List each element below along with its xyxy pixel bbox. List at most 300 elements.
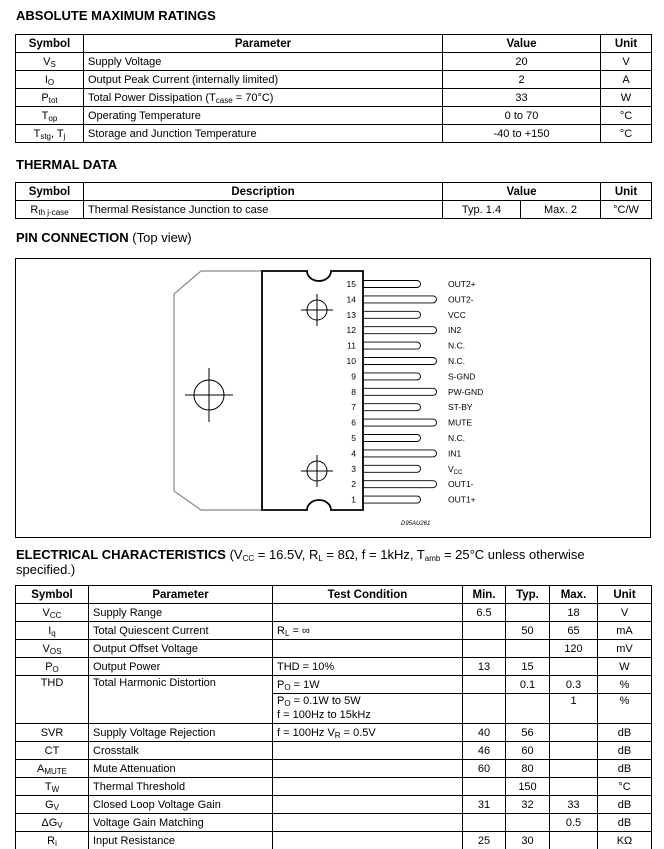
min-cell (463, 778, 506, 796)
pin-label-text: ST-BY (448, 402, 473, 413)
parameter-cell (84, 107, 443, 125)
symbol: T (33, 127, 41, 140)
typ-cell (506, 694, 550, 724)
pin-label (448, 356, 465, 366)
max-cell: 0.3 (550, 676, 598, 694)
symbol-cell (16, 832, 89, 849)
symbol-cell (16, 814, 89, 832)
unit-cell: °C (601, 107, 652, 125)
min-cell (463, 622, 506, 640)
parameter: = 70°C) (232, 91, 274, 104)
symbol-sub: th j-case (38, 207, 69, 217)
value-cell: 2 (443, 71, 601, 89)
cond-text: = 25°C unless otherwise (440, 547, 585, 562)
parameter-cell: Mute Attenuation (89, 760, 273, 778)
symbol: V (42, 642, 50, 655)
pin-number: 10 (346, 356, 356, 366)
unit-cell: V (598, 604, 652, 622)
symbol-cell (16, 622, 89, 640)
parameter: Storage and Junction Temperature (88, 127, 257, 140)
min-cell: 31 (463, 796, 506, 814)
parameter-cell (84, 89, 443, 107)
symbol: R (30, 203, 39, 216)
condition-cell (273, 760, 463, 778)
pin-label (448, 279, 476, 289)
electrical-conditions (230, 547, 585, 562)
unit-cell: % (598, 694, 652, 724)
electrical-conditions-line2: specified.) (16, 562, 76, 577)
pin-lead (363, 296, 437, 303)
parameter-cell (84, 71, 443, 89)
thermal-table (15, 182, 652, 219)
pin-lead (363, 281, 421, 288)
cond-text: (V (229, 547, 243, 562)
symbol: I (48, 624, 52, 637)
pin-lead (363, 419, 437, 426)
min-cell (463, 676, 506, 694)
col-header: Value (443, 35, 601, 53)
condition-sub: R (334, 730, 341, 740)
col-header: Symbol (16, 183, 84, 201)
pin-label (448, 325, 462, 335)
col-header: Symbol (16, 35, 84, 53)
symbol-sub: V (53, 802, 59, 812)
symbol-sub: j (63, 131, 66, 141)
table-row (16, 71, 652, 89)
value-cell: 33 (443, 89, 601, 107)
max-cell (550, 742, 598, 760)
typ-cell: 32 (506, 796, 550, 814)
electrical-title: ELECTRICAL CHARACTERISTICS (16, 547, 226, 562)
pin-number: 15 (346, 279, 356, 289)
max-cell (550, 778, 598, 796)
unit-cell: KΩ (598, 832, 652, 849)
unit-cell: W (598, 658, 652, 676)
symbol-sub: OS (49, 646, 62, 656)
pin-number: 13 (346, 309, 356, 320)
symbol: T (41, 109, 49, 122)
electrical-heading (16, 547, 585, 562)
condition-sub: L (284, 628, 290, 638)
symbol: R (47, 834, 56, 847)
typ-cell (506, 814, 550, 832)
symbol: , T (50, 127, 64, 140)
col-header: Max. (550, 586, 598, 604)
pin-heading-title: PIN CONNECTION (16, 230, 129, 245)
unit-cell: dB (598, 796, 652, 814)
table-row (16, 658, 652, 676)
condition-cell (273, 814, 463, 832)
mounting-hole-icon (185, 368, 233, 422)
pin-10 (347, 356, 465, 366)
typ-cell: 0.1 (506, 676, 550, 694)
pin-label-text: MUTE (448, 417, 473, 428)
min-cell (463, 814, 506, 832)
table-row (16, 201, 652, 219)
symbol-cell (16, 658, 89, 676)
pin-lead (363, 342, 421, 349)
min-cell: 60 (463, 760, 506, 778)
condition-cell (273, 832, 463, 849)
pin-lead (363, 465, 421, 472)
condition: = 0.1W to 5W (290, 695, 361, 707)
pin-label (448, 495, 476, 505)
pin-8 (351, 387, 483, 397)
parameter-cell: Total Harmonic Distortion (89, 676, 273, 724)
symbol-cell (16, 742, 89, 760)
symbol: T (44, 780, 52, 793)
max-cell: 33 (550, 796, 598, 814)
condition-cell (273, 658, 463, 676)
pin-14 (347, 294, 474, 304)
symbol: SVR (40, 726, 64, 739)
table-row (16, 125, 652, 143)
pin-label-text: N.C. (448, 340, 465, 351)
electrical-table (15, 585, 652, 849)
parameter: Total Power Dissipation (T (88, 91, 216, 104)
package-drawing (16, 259, 650, 537)
pin-label (448, 448, 462, 458)
unit-cell: A (601, 71, 652, 89)
pin-label-text: OUT2- (448, 294, 474, 305)
col-header: Parameter (84, 35, 443, 53)
unit-cell: dB (598, 760, 652, 778)
symbol-cell (16, 796, 89, 814)
pin-label (448, 310, 466, 320)
col-header: Unit (598, 586, 652, 604)
table-row (16, 742, 652, 760)
unit-cell: °C/W (601, 201, 652, 219)
max-cell (550, 760, 598, 778)
table-row (16, 778, 652, 796)
table-row (16, 640, 652, 658)
thermal-heading: THERMAL DATA (16, 157, 118, 172)
pin-4 (351, 448, 461, 458)
pin-3 (351, 464, 463, 476)
pin-1 (351, 495, 475, 505)
pin-label (448, 464, 463, 476)
condition: THD = 10% (277, 660, 335, 673)
symbol: P (45, 660, 53, 673)
pin-label-text: OUT2+ (448, 279, 476, 289)
max-cell: 18 (550, 604, 598, 622)
symbol: CT (44, 744, 60, 757)
symbol-sub: op (48, 113, 58, 123)
unit-cell: V (601, 53, 652, 71)
symbol-sub: O (52, 664, 59, 674)
typ-cell (506, 640, 550, 658)
pin-7 (351, 402, 473, 412)
symbol-cell (16, 640, 89, 658)
pin-lead (363, 435, 421, 442)
pin-lead (363, 496, 421, 503)
pin-label (448, 341, 465, 351)
typ-cell: 80 (506, 760, 550, 778)
parameter-cell: Crosstalk (89, 742, 273, 760)
pin-label-text: OUT1+ (448, 494, 476, 505)
typ-cell: 56 (506, 724, 550, 742)
parameter: Output Peak Current (internally limited) (88, 73, 279, 86)
pin-label-text: IN1 (448, 448, 462, 459)
symbol-sub: W (51, 784, 60, 794)
symbol: G (45, 798, 54, 811)
condition: f = 100Hz to 15kHz (277, 709, 371, 721)
symbol-cell (16, 760, 89, 778)
value-cell: 0 to 70 (443, 107, 601, 125)
col-header: Typ. (506, 586, 550, 604)
table-row (16, 832, 652, 849)
symbol: A (36, 762, 45, 775)
pin-number: 7 (351, 402, 356, 413)
parameter-cell: Input Resistance (89, 832, 273, 849)
pin-label-text: PW-GND (448, 386, 484, 397)
symbol: V (43, 55, 51, 68)
pin-13 (347, 310, 466, 320)
pin-lead (363, 450, 437, 457)
symbol-cell (16, 89, 84, 107)
condition-cell (273, 622, 463, 640)
value-cell: -40 to +150 (443, 125, 601, 143)
condition: P (277, 695, 285, 707)
col-header: Description (84, 183, 443, 201)
condition-cell (273, 778, 463, 796)
parameter: Operating Temperature (88, 109, 201, 122)
pin-label-text: N.C. (448, 356, 465, 366)
pin-5 (351, 433, 465, 443)
pin-label (448, 479, 474, 489)
condition-cell (273, 694, 463, 724)
symbol: THD (40, 677, 64, 689)
pin-number: 14 (346, 294, 356, 305)
table-row (16, 622, 652, 640)
table-row (16, 760, 652, 778)
pin-label-text: N.C. (448, 433, 465, 443)
table-header-row (16, 586, 652, 604)
symbol-sub: O (47, 77, 55, 87)
condition: R (277, 624, 285, 637)
pin-lead (363, 404, 421, 411)
max-cell (550, 832, 598, 849)
symbol-cell (16, 604, 89, 622)
pin-number: 2 (351, 479, 356, 490)
symbol: ΔG (41, 816, 58, 829)
pin-label (448, 402, 473, 412)
pin-number: 4 (351, 448, 356, 459)
pin-number: 8 (351, 386, 356, 397)
parameter-cell: Voltage Gain Matching (89, 814, 273, 832)
pin-connection-heading (16, 230, 192, 245)
symbol-sub: V (57, 820, 63, 830)
pin-6 (351, 418, 472, 428)
condition-cell (273, 676, 463, 694)
table-header-row (16, 35, 652, 53)
max-cell (550, 658, 598, 676)
condition: = ∞ (289, 624, 310, 637)
parameter-cell (84, 53, 443, 71)
parameter-cell: Supply Range (89, 604, 273, 622)
symbol-sub: CC (49, 610, 62, 620)
pin-9 (351, 371, 475, 381)
pin-label-sub: CC (453, 469, 463, 476)
parameter-cell: Output Offset Voltage (89, 640, 273, 658)
package-body (262, 271, 363, 510)
max-cell: 1 (550, 694, 598, 724)
parameter-cell (84, 125, 443, 143)
symbol-cell (16, 201, 84, 219)
condition-cell (273, 640, 463, 658)
min-cell: 13 (463, 658, 506, 676)
pin-number: 9 (351, 371, 356, 382)
symbol-sub: i (55, 838, 57, 848)
min-cell: 46 (463, 742, 506, 760)
unit-cell: °C (598, 778, 652, 796)
col-header: Test Condition (273, 586, 463, 604)
table-row (16, 604, 652, 622)
parameter-cell: Supply Voltage Rejection (89, 724, 273, 742)
unit-cell: % (598, 676, 652, 694)
typ-cell: 60 (506, 742, 550, 760)
symbol-cell (16, 778, 89, 796)
cond-text: = 8Ω, f = 1kHz, T (322, 547, 425, 562)
symbol-cell (16, 724, 89, 742)
condition-cell (273, 724, 463, 742)
table-row (16, 53, 652, 71)
min-cell: 25 (463, 832, 506, 849)
max-cell (550, 724, 598, 742)
pin-number: 5 (351, 433, 356, 443)
parameter-sub: case (215, 95, 233, 105)
condition: = 0.5V (340, 726, 376, 739)
pin-15 (347, 279, 476, 289)
pin-connection-diagram (15, 258, 651, 538)
pin-lead (363, 373, 421, 380)
table-row (16, 724, 652, 742)
cond-sub: amb (424, 554, 441, 563)
col-header: Unit (601, 35, 652, 53)
pin-label (448, 371, 475, 381)
symbol: I (44, 73, 48, 86)
max-cell: Max. 2 (521, 201, 601, 219)
pin-heading-subtitle: (Top view) (132, 230, 192, 245)
pin-lead (363, 388, 437, 395)
col-header: Parameter (89, 586, 273, 604)
table-header-row (16, 183, 652, 201)
drawing-code: D95AU261 (401, 521, 431, 527)
symbol-cell (16, 125, 84, 143)
abs-max-heading: ABSOLUTE MAXIMUM RATINGS (16, 8, 216, 23)
symbol-sub: MUTE (44, 766, 67, 776)
symbol-sub: S (50, 59, 56, 69)
abs-max-table (15, 34, 652, 143)
pin-label (448, 418, 472, 428)
pin-2 (351, 479, 473, 489)
min-cell (463, 694, 506, 724)
table-row (16, 89, 652, 107)
typ-cell: 50 (506, 622, 550, 640)
min-cell: 6.5 (463, 604, 506, 622)
table-row (16, 796, 652, 814)
pin-label (448, 433, 465, 443)
unit-cell: W (601, 89, 652, 107)
typ-cell (506, 604, 550, 622)
typ-cell: 15 (506, 658, 550, 676)
table-row (16, 107, 652, 125)
pin-lead (363, 311, 421, 318)
col-header: Unit (601, 183, 652, 201)
typ-cell: 30 (506, 832, 550, 849)
unit-cell: dB (598, 724, 652, 742)
parameter-cell: Output Power (89, 658, 273, 676)
parameter-cell: Closed Loop Voltage Gain (89, 796, 273, 814)
max-cell: 65 (550, 622, 598, 640)
symbol-cell (16, 53, 84, 71)
pin-label (448, 387, 483, 397)
symbol-cell (16, 676, 89, 724)
typ-cell: Typ. 1.4 (443, 201, 521, 219)
pin-label (448, 294, 474, 304)
unit-cell: mV (598, 640, 652, 658)
pin-number: 11 (347, 340, 356, 351)
min-cell: 40 (463, 724, 506, 742)
condition-cell (273, 742, 463, 760)
pin-label-text: VCC (448, 309, 466, 320)
max-cell: 120 (550, 640, 598, 658)
unit-cell: °C (601, 125, 652, 143)
heatsink-tab (174, 271, 262, 510)
pin-number: 3 (351, 463, 356, 474)
pin-number: 12 (346, 325, 356, 336)
cond-sub: L (318, 554, 323, 563)
symbol-sub: q (51, 628, 56, 638)
condition-sub: O (284, 682, 291, 692)
condition-sub: O (284, 699, 291, 708)
cond-sub: CC (242, 554, 255, 563)
max-cell: 0.5 (550, 814, 598, 832)
parameter: Supply Voltage (88, 55, 162, 68)
condition-cell (273, 604, 463, 622)
pin-lead (363, 481, 437, 488)
col-header: Min. (463, 586, 506, 604)
pin-11 (347, 341, 465, 351)
table-row (16, 676, 652, 694)
pin-label-text: S-GND (448, 371, 476, 382)
condition-cell (273, 796, 463, 814)
unit-cell: mA (598, 622, 652, 640)
condition: f = 100Hz V (277, 726, 335, 739)
parameter-cell: Thermal Threshold (89, 778, 273, 796)
symbol-cell (16, 107, 84, 125)
pin-lead (363, 358, 437, 365)
symbol: V (42, 606, 50, 619)
col-header: Value (443, 183, 601, 201)
symbol-sub: stg (40, 131, 51, 141)
pin-number: 6 (351, 417, 356, 428)
pin-number: 1 (351, 494, 356, 505)
typ-cell: 150 (506, 778, 550, 796)
table-row (16, 814, 652, 832)
symbol-sub: tot (48, 95, 58, 105)
pin-label-text: V (448, 463, 454, 474)
symbol: P (41, 91, 49, 104)
symbol-cell (16, 71, 84, 89)
pin-label-text: IN2 (448, 325, 462, 336)
unit-cell: dB (598, 742, 652, 760)
pin-lead (363, 327, 437, 334)
pin-label-text: OUT1- (448, 479, 474, 490)
unit-cell: dB (598, 814, 652, 832)
parameter-cell: Total Quiescent Current (89, 622, 273, 640)
value-cell: 20 (443, 53, 601, 71)
